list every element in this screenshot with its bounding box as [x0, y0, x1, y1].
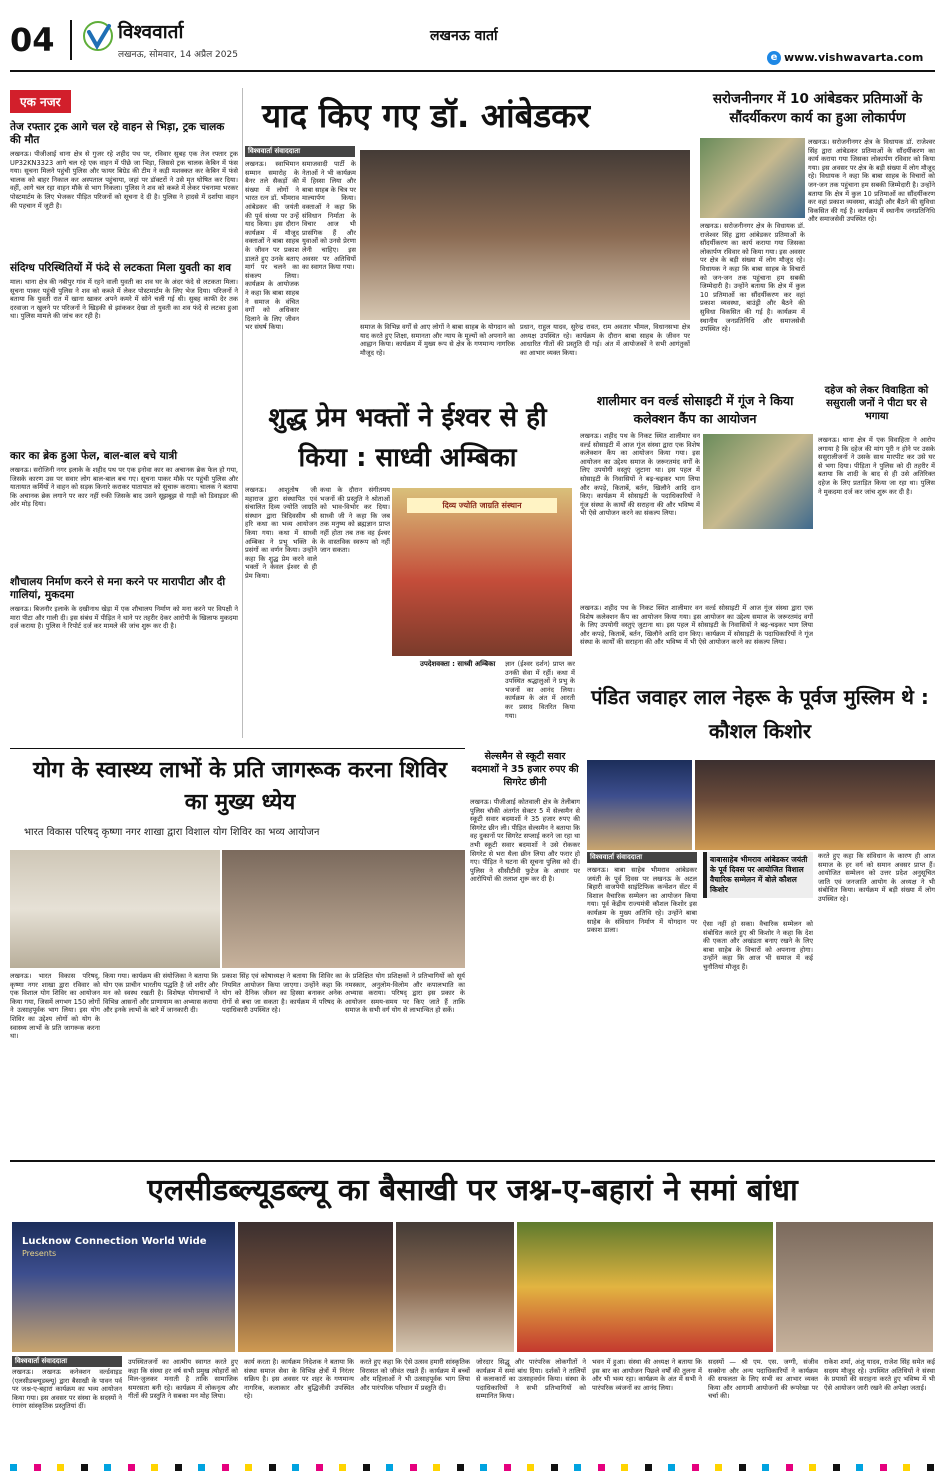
registration-mark — [739, 1464, 746, 1471]
baisakhi-banner-text: Lucknow Connection World Wide — [22, 1236, 207, 1247]
shalimar-body-continued: लखनऊ। शहीद पथ के निकट स्थित शालीमार वन वर्ल्ड सोसाइटी में आज गूंज संस्था द्वारा एक विशेष कलेक्शन कैंप का आयोजन किया गया। इस आयोजन का उद्देश्य समाज के जरूरतमंद वर्गों के लिए उपयोगी वस्तुएं जुटाना था। इस पहल में सोसाइटी के निवासियों ने बढ़-चढ़कर भाग लिया और कपड़े, किताबें, बर्तन, खिलौने आदि दान किए। कार्यक्रम में सोसाइटी के पदाधिकारियों ने गूंज संस्था के कार्यों की सराहना की और भविष्य में भी ऐसे आयोजन करने का संकल्प लिया। — [580, 604, 813, 647]
yoga-col4: के प्रशिक्षित योग प्रशिक्षकों ने प्रतिभागियों को सूर्य नमस्कार, अनुलोम-विलोम और कपालभाति का अभ्यास कराया। परिषद् द्वारा इस प्रकार के आयोजन समय-समय पर किए जाते हैं ताकि समाज के सभी वर्ग योग से लाभान्वित हो सकें। — [345, 972, 465, 1015]
registration-mark — [645, 1464, 652, 1471]
news-item-headline: तेज रफ्तार ट्रक आगे चल रहे वाहन से भिड़ा, ट्रक चालक की मौत — [10, 121, 225, 146]
sarojini-body-continued: लखनऊ। सरोजनीनगर क्षेत्र के विधायक डॉ. राजेश्वर सिंह द्वारा आंबेडकर प्रतिमाओं के सौंदर्यीकरण का कार्य कराया गया जिसका लोकार्पण रविवार को किया गया। इस अवसर पर क्षेत्र के बड़ी संख्या में लोग मौजूद रहे। विधायक ने कहा कि बाबा साहब के विचारों को जन-जन तक पहुंचाना हम सबकी जिम्मेदारी है। उन्होंने बताया कि क्षेत्र में कुल 10 प्रतिमाओं का सौंदर्यीकरण कर वहां प्रकाश व्यवस्था, बाउंड्री और बैठने की सुविधा विकसित की गई है। कार्यक्रम में स्थानीय जनप्रतिनिधि और समाजसेवी उपस्थित रहे। — [700, 222, 805, 334]
registration-mark — [104, 1464, 111, 1471]
registration-mark — [175, 1464, 182, 1471]
yoga-subhead: भारत विकास परिषद् कृष्णा नगर शाखा द्वारा विशाल योग शिविर का भव्य आयोजन — [24, 827, 320, 838]
registration-mark — [34, 1464, 41, 1471]
dahej-headline: दहेज को लेकर विवाहिता को ससुराली जनों ने पीटा घर से भगाया — [824, 385, 929, 422]
nehru-col2: ऐसा नहीं हो सका। वैचारिक सम्मेलन को संबोधित करते हुए श्री किशोर ने कहा कि देश की एकता और अखंडता बनाए रखने के लिए बाबा साहेब के विचारों को अपनाना होगा। उन्होंने कहा कि आज भी समाज में कई चुनौतियां मौजूद हैं। — [703, 920, 813, 971]
baisakhi-col6: भवन में हुआ। संस्था की अध्यक्ष ने बताया कि इस बार का आयोजन पिछले वर्षों की तुलना में और भी भव्य रहा। कार्यक्रम के अंत में सभी ने पारंपरिक व्यंजनों का आनंद लिया। — [592, 1358, 702, 1392]
e-globe-icon: e — [767, 51, 781, 65]
registration-mark — [57, 1464, 64, 1471]
news-item-headline: शौचालय निर्माण करने से मना करने पर मारापीटा और दी गालियां, मुकदमा — [10, 576, 226, 601]
column-divider — [242, 88, 243, 738]
registration-mark — [245, 1464, 252, 1471]
registration-mark — [457, 1464, 464, 1471]
ek-nazar-label: एक नजर — [10, 90, 71, 113]
ambedkar-col4: प्रधान, राहुल यादव, सुरेन्द्र रावत, राम अवतार भीमल, विधानसभा क्षेत्र अध्यक्ष उपस्थित रहे। कार्यक्रम के दौरान बाबा साहब के जीवन पर आधारित गीतों की प्रस्तुति दी गई। अंत में आयोजकों ने सभी आगंतुकों का आभार व्यक्त किया। — [520, 323, 690, 357]
nehru-subhead: बाबासाहेब भीमराव आंबेडकर जयंती के पूर्व दिवस पर आयोजित विशाल वैचारिक सम्मेलन में बोले कौशल किशोर — [703, 852, 813, 898]
news-item-body: माल। थाना क्षेत्र की नबीपुर गांव में रहने वाली युवती का शव घर के अंदर फंदे से लटकता मिला। सूचना पाकर पहुंची पुलिस ने शव को कब्जे में लेकर पोस्टमार्टम के लिए भेज दिया। परिजनों ने बताया कि युवती रात में खाना खाकर अपने कमरे में सोने चली गई थी। सुबह काफी देर तक दरवाजा न खुलने पर परिजनों ने खिड़की से झांककर देखा तो युवती का शव फंदे से लटका हुआ था। पुलिस मामले की जांच कर रही है। — [10, 278, 238, 321]
registration-mark — [151, 1464, 158, 1471]
nehru-photo-stage — [587, 760, 692, 850]
news-item-headline: कार का ब्रेक हुआ फेल, बाल-बाल बचे यात्री — [10, 450, 178, 462]
registration-mark — [715, 1464, 722, 1471]
registration-mark — [856, 1464, 863, 1471]
cigarette-body: लखनऊ। पीजीआई कोतवाली क्षेत्र के तेलीबाग पुलिस चौकी अंतर्गत सेक्टर 5 में सेल्समैन से स्कूटी सवार बदमाशों ने 35 हजार रुपए की सिगरेट छीन ली। पीड़ित सेल्समैन ने बताया कि वह दुकानों पर सिगरेट सप्लाई करने जा रहा था तभी स्कूटी सवार बदमाशों ने उसे रोककर सिगरेट से भरा थैला छीन लिया और फरार हो गए। पीड़ित ने घटना की सूचना पुलिस को दी। पुलिस ने सीसीटीवी फुटेज के आधार पर आरोपियों की तलाश शुरू कर दी है। — [470, 798, 580, 884]
sarojini-photo — [700, 138, 805, 218]
news-item — [10, 262, 238, 444]
yoga-col3: प्रकाश सिंह एवं कोषाध्यक्ष ने बताया कि शिविर का नियमित आयोजन किया जाएगा। उन्होंने कहा कि योग को दैनिक जीवन का हिस्सा बनाकर अनेक रोगों से बचा जा सकता है। कार्यक्रम में परिषद के पदाधिकारी उपस्थित रहे। — [222, 972, 342, 1015]
registration-mark — [410, 1464, 417, 1471]
registration-mark — [668, 1464, 675, 1471]
registration-mark — [903, 1464, 910, 1471]
baisakhi-col3: कार्य करता है। कार्यक्रम निदेशक ने बताया कि संस्था समाज सेवा के विभिन्न क्षेत्रों में निरंतर सक्रिय है। इस अवसर पर शहर के गणमान्य नागरिक, कलाकार और बुद्धिजीवी उपस्थित रहे। — [244, 1358, 354, 1401]
ambedkar-col1: लखनऊ। स्वाभिमान सम्मान समारोह के बैनर तले सैकड़ों की संख्या में लोगों ने भारत रत्न डॉ. भीमराव आंबेडकर की जयंती की पूर्व संध्या पर उन्हें याद किया। इस दौरान कार्यक्रम में मौजूद वक्ताओं ने बाबा साहब के जीवन पर प्रकाश डालते हुए उनके बताए मार्ग पर चलने का संकल्प लिया। कार्यक्रम के आयोजक ने कहा कि बाबा साहब ने समाज के वंचित वर्गों को अधिकार दिलाने के लिए जीवन भर संघर्ष किया। — [245, 160, 299, 332]
registration-mark — [927, 1464, 934, 1471]
registration-strip — [0, 1464, 945, 1472]
sarojini-body: लखनऊ। सरोजनीनगर क्षेत्र के विधायक डॉ. राजेश्वर सिंह द्वारा आंबेडकर प्रतिमाओं के सौंदर्यीकरण का कार्य कराया गया जिसका लोकार्पण रविवार को किया गया। इस अवसर पर क्षेत्र के बड़ी संख्या में लोग मौजूद रहे। विधायक ने कहा कि बाबा साहब के विचारों को जन-जन तक पहुंचाना हम सबकी जिम्मेदारी है। उन्होंने बताया कि क्षेत्र में कुल 10 प्रतिमाओं का सौंदर्यीकरण कर वहां प्रकाश व्यवस्था, बाउंड्री और बैठने की सुविधा विकसित की गई है। कार्यक्रम में स्थानीय जनप्रतिनिधि और समाजसेवी उपस्थित रहे। — [808, 138, 935, 224]
baisakhi-photo-dance — [517, 1222, 773, 1352]
section-rule — [10, 1160, 935, 1162]
check-v-logo-icon — [82, 20, 114, 52]
registration-mark — [198, 1464, 205, 1471]
registration-mark — [81, 1464, 88, 1471]
registration-mark — [386, 1464, 393, 1471]
baisakhi-photo-guests — [776, 1222, 933, 1352]
registration-mark — [339, 1464, 346, 1471]
baisakhi-photo-stage — [238, 1222, 393, 1352]
registration-mark — [504, 1464, 511, 1471]
registration-mark — [551, 1464, 558, 1471]
nehru-col1: लखनऊ। बाबा साहेब भीमराव आंबेडकर जयंती के पूर्व दिवस पर लखनऊ के अटल बिहारी वाजपेयी साइंटिफिक कन्वेंशन सेंटर में विशाल वैचारिक सम्मेलन का आयोजन किया गया। पूर्व केंद्रीय राज्यमंत्री कौशल किशोर इस कार्यक्रम के मुख्य अतिथि रहे। उन्होंने बाबा साहेब के संविधान निर्माण में योगदान पर प्रकाश डाला। — [587, 866, 697, 935]
registration-mark — [786, 1464, 793, 1471]
ambedkar-col2: समाजवादी पार्टी के नेताओं ने भी कार्यक्रम में हिस्सा लिया और बाबा साहब के चित्र पर माल्यार्पण किया। वक्ताओं ने कहा कि संविधान निर्माता के विचार आज भी प्रासंगिक हैं और युवाओं को उनसे प्रेरणा लेनी चाहिए। इस अवसर पर अतिथियों का स्वागत किया गया। — [302, 160, 356, 272]
yoga-headline: योग के स्वास्थ्य लाभों के प्रति जागरूक करना शिविर का मुख्य ध्येय — [32, 758, 448, 815]
registration-mark — [10, 1464, 17, 1471]
nehru-byline: विश्ववार्ता संवाददाता — [587, 852, 697, 863]
registration-mark — [269, 1464, 276, 1471]
yoga-photo-group — [10, 850, 220, 968]
news-item-body: लखनऊ। सरोजिनी नगर इलाके के शहीद पथ पर एक इनोवा कार का अचानक ब्रेक फेल हो गया, जिसके कारण उस पर सवार लोग बाल-बाल बच गए। सूचना पाकर मौके पर पहुंची पुलिस और यातायात कर्मियों ने वाहन को सड़क किनारे कराकर यातायात को सुचारू कराया। चालक ने बताया कि अचानक ब्रेक लगाने पर कार नहीं रुकी जिसके बाद उसने सूझबूझ से गाड़ी को डिवाइडर की ओर मोड़ दिया। — [10, 466, 238, 509]
page-header — [10, 14, 935, 68]
sadhvi-banner: दिव्य ज्योति जाग्रति संस्थान — [407, 498, 557, 513]
sadhvi-col3: ज्ञान (ईश्वर दर्शन) प्राप्त कर उनकी सेवा में रहीं। कथा में उपस्थित श्रद्धालुओं ने प्रभु के भजनों का आनंद लिया। कार्यक्रम के अंत में आरती कर प्रसाद वितरित किया गया। — [505, 660, 575, 720]
registration-mark — [527, 1464, 534, 1471]
masthead-title: विश्ववार्ता — [118, 21, 184, 43]
news-item — [10, 576, 238, 697]
header-rule — [10, 70, 935, 72]
dahej-body: लखनऊ। थाना क्षेत्र में एक विवाहिता ने आरोप लगाया है कि दहेज की मांग पूरी न होने पर उसके ससुरालीजनों ने उसके साथ मारपीट कर उसे घर से भगा दिया। पीड़िता ने पुलिस को दी तहरीर में बताया कि शादी के बाद से ही उसे अतिरिक्त दहेज के लिए प्रताड़ित किया जा रहा था। पुलिस ने मुकदमा दर्ज कर जांच शुरू कर दी है। — [818, 436, 935, 496]
registration-mark — [809, 1464, 816, 1471]
yoga-col1: लखनऊ। भारत विकास परिषद्, कृष्णा नगर शाखा द्वारा रविवार को एक विशाल योग शिविर का आयोजन किया गया, जिसमें लगभग 150 लोगों ने उत्साहपूर्वक भाग लिया। इस योग शिविर का उद्देश्य लोगों को योग के स्वास्थ्य लाभों के प्रति जागरूक करना था। — [10, 972, 100, 1041]
sadhvi-caption: उपदेशवक्ता : साध्वी अम्बिका — [420, 660, 496, 668]
nehru-photo-audience — [695, 760, 935, 850]
nehru-col3: करते हुए कहा कि संविधान के कारण ही आज समाज के हर वर्ग को समान अवसर प्राप्त हैं। आयोजित सम्मेलन को उत्तर प्रदेश अनुसूचित जाति एवं जनजाति आयोग के अध्यक्ष ने भी संबोधित किया। कार्यक्रम में बड़ी संख्या में लोग उपस्थित रहे। — [818, 852, 935, 903]
registration-mark — [880, 1464, 887, 1471]
section-name: लखनऊ वार्ता — [430, 28, 498, 44]
nehru-headline: पंडित जवाहर लाल नेहरू के पूर्वज मुस्लिम थे : कौशल किशोर — [591, 685, 929, 743]
baisakhi-byline: विश्ववार्ता संवाददाता — [12, 1356, 122, 1367]
baisakhi-col2: उपस्थितजनों का आत्मीय स्वागत करते हुए कहा कि संस्था हर वर्ष सभी प्रमुख त्योहारों को मिल-जुलकर मनाती है ताकि सामाजिक समरसता बनी रहे। कार्यक्रम में लोकनृत्य और गीतों की प्रस्तुति ने सबका मन मोह लिया। — [128, 1358, 238, 1401]
news-item — [10, 121, 238, 256]
registration-mark — [833, 1464, 840, 1471]
registration-mark — [363, 1464, 370, 1471]
page-number: 04 — [10, 20, 72, 60]
registration-mark — [762, 1464, 769, 1471]
news-item — [10, 450, 238, 570]
sarojini-headline: सरोजनीनगर में 10 आंबेडकर प्रतिमाओं के सौंदर्यीकरण कार्य का हुआ लोकार्पण — [712, 91, 923, 126]
section-rule — [10, 748, 465, 749]
ambedkar-col3: समाज के विभिन्न वर्गों से आए लोगों ने बाबा साहब के योगदान को याद करते हुए शिक्षा, समानता और न्याय के मूल्यों को अपनाने का आह्वान किया। कार्यक्रम में मुख्य रूप से क्षेत्र के गणमान्य नागरिक मौजूद रहे। — [360, 323, 515, 357]
ambedkar-headline: याद किए गए डॉ. आंबेडकर — [262, 96, 590, 135]
sadhvi-col2: कथा के दौरान संगीतमय भजनों की प्रस्तुति ने श्रोताओं को भाव-विभोर कर दिया। साध्वी जी ने कहा कि जब तक मनुष्य को ब्रह्मज्ञान प्राप्त नहीं होता तब तक वह ईश्वर के वास्तविक स्वरूप को नहीं जान सकता। — [320, 486, 390, 555]
baisakhi-photo-group — [396, 1222, 514, 1352]
baisakhi-photo-banner — [12, 1222, 235, 1352]
dateline: लखनऊ, सोमवार, 14 अप्रैल 2025 — [118, 50, 238, 60]
news-item-body: लखनऊ। बिजनौर इलाके के दखीनाथ खेड़ा में एक शौचालय निर्माण को मना करने पर विपक्षी ने मारा पीटा और गाली दी। इस संबंध में पीड़ित ने थाने पर तहरीर देकर आरोपी के खिलाफ मुकदमा दर्ज कराया है। पुलिस ने रिपोर्ट दर्ज कर मामले की जांच शुरू कर दी है। — [10, 605, 238, 631]
baisakhi-col7: सदस्यों — श्री एम. एस. जग्गी, संजीव सक्सेना और अन्य पदाधिकारियों ने कार्यक्रम की सफलता के लिए सभी का आभार व्यक्त किया और आगामी आयोजनों की रूपरेखा पर चर्चा की। — [708, 1358, 818, 1401]
sadhvi-headline: शुद्ध प्रेम भक्तों ने ईश्वर से ही किया : साध्वी अम्बिका — [268, 403, 547, 473]
registration-mark — [480, 1464, 487, 1471]
registration-mark — [598, 1464, 605, 1471]
baisakhi-col1: लखनऊ। लखनऊ कनेक्शन वर्ल्डवाइड (एलसीडब्ल्यूडब्ल्यू) द्वारा बैसाखी के पावन पर्व पर जश्न-ए-बहारां कार्यक्रम का भव्य आयोजन किया गया। इस अवसर पर संस्था के सदस्यों ने रंगारंग सांस्कृतिक प्रस्तुतियां दीं। — [12, 1368, 122, 1411]
registration-mark — [574, 1464, 581, 1471]
baisakhi-col4: करते हुए कहा कि ऐसे उत्सव हमारी सांस्कृतिक विरासत को जीवंत रखते हैं। कार्यक्रम में बच्चों और महिलाओं ने भी उत्साहपूर्वक भाग लिया और पारंपरिक परिधान में प्रस्तुति दी। — [360, 1358, 470, 1392]
yoga-col2: किया गया। कार्यक्रम की संयोजिका ने बताया कि योग एक प्राचीन भारतीय पद्धति है जो शरीर और मन को स्वस्थ रखती है। विशेषज्ञ योगाचार्यों ने विभिन्न आसनों और प्राणायाम का अभ्यास कराया और इनके लाभों के बारे में जानकारी दी। — [103, 972, 218, 1015]
registration-mark — [316, 1464, 323, 1471]
baisakhi-col5: जोरदार सिद्धू और पारंपरिक लोकगीतों ने कार्यक्रम में समां बांध दिया। दर्शकों ने तालियों से कलाकारों का उत्साहवर्धन किया। संस्था के पदाधिकारियों ने सभी प्रतिभागियों को सम्मानित किया। — [476, 1358, 586, 1401]
news-item-body: लखनऊ। पीजीआई थाना क्षेत्र से गुजर रहे शहीद पथ पर, रविवार सुबह एक तेज रफ्तार ट्रक UP32KN3323 आगे चल रहे एक वाहन में पीछे जा भिड़ा, जिससे ट्रक चालक केबिन में फंस गया। सूचना मिलने पहुंची पुलिस और फायर बिग्रेड की टीम ने कड़ी मशक्कत कर केबिन में फंसे चालक को बाहर निकाल कर अस्पताल पहुंचाया, जहां पर डॉक्टरों ने उसे मृत घोषित कर दिया। वहीं, आगे चल रहा वाहन मौके से भाग निकला। पुलिस ने शव को कब्जे में लेकर पंचनामा भरकर पोस्टमार्टम के लिए भेजकर पीड़ित परिजनों को सूचना दे दी है। पुलिस ने हादसे में दर्शाया वाहन की पहचान में जुटी है। — [10, 150, 238, 210]
sadhvi-photo — [392, 488, 572, 656]
news-item-headline: संदिग्ध परिस्थितियों में फंदे से लटकता मिला युवती का शव — [10, 262, 231, 274]
baisakhi-banner-sub: Presents — [22, 1249, 57, 1258]
shalimar-photo — [703, 434, 813, 529]
ek-nazar-column — [10, 90, 238, 740]
website-url[interactable]: www.vishwavarta.com — [784, 51, 924, 64]
cigarette-headline: सेल्समैन से स्कूटी सवार बदमाशों ने 35 हजार रुपए की सिगरेट छीनी — [471, 751, 579, 788]
ambedkar-byline: विश्ववार्ता संवाददाता — [245, 146, 355, 157]
registration-mark — [292, 1464, 299, 1471]
registration-mark — [128, 1464, 135, 1471]
baisakhi-col8: राकेश शर्मा, अंशु यादव, राजेश सिंह समेत कई सदस्य मौजूद रहे। उपस्थित अतिथियों ने संस्था के प्रयासों की सराहना करते हुए भविष्य में भी ऐसे आयोजन जारी रखने की अपेक्षा जताई। — [824, 1358, 935, 1392]
registration-mark — [621, 1464, 628, 1471]
shalimar-body: लखनऊ। शहीद पथ के निकट स्थित शालीमार वन वर्ल्ड सोसाइटी में आज गूंज संस्था द्वारा एक विशेष कलेक्शन कैंप का आयोजन किया गया। इस आयोजन का उद्देश्य समाज के जरूरतमंद वर्गों के लिए उपयोगी वस्तुएं जुटाना था। इस पहल में सोसाइटी के निवासियों ने बढ़-चढ़कर भाग लिया और कपड़े, किताबें, बर्तन, खिलौने आदि दान किए। कार्यक्रम में सोसाइटी के पदाधिकारियों ने गूंज संस्था के कार्यों की सराहना की और भविष्य में भी ऐसे आयोजन करने का संकल्प लिया। — [580, 432, 700, 518]
sadhvi-col1: लखनऊ। आशुतोष जी महाराज द्वारा संस्थापित एवं संचालित दिव्य ज्योति जाग्रति संस्थान द्वारा त्रिदिवसीय श्री हरि कथा का भव्य आयोजन किया गया। कथा में साध्वी अम्बिका ने प्रभु भक्ति के प्रसंगों का वर्णन किया। उन्होंने कहा कि शुद्ध प्रेम करने वाले भक्तों ने केवल ईश्वर से ही प्रेम किया। — [245, 486, 317, 580]
registration-mark — [222, 1464, 229, 1471]
registration-mark — [692, 1464, 699, 1471]
yoga-photo-ramdev — [222, 850, 465, 968]
shalimar-headline: शालीमार वन वर्ल्ड सोसाइटी में गूंज ने किया कलेक्शन कैंप का आयोजन — [596, 393, 794, 426]
baisakhi-headline: एलसीडब्ल्यूडब्ल्यू का बैसाखी पर जश्न-ए-बहारां ने समां बांधा — [147, 1173, 798, 1208]
ambedkar-photo — [360, 150, 690, 320]
registration-mark — [433, 1464, 440, 1471]
